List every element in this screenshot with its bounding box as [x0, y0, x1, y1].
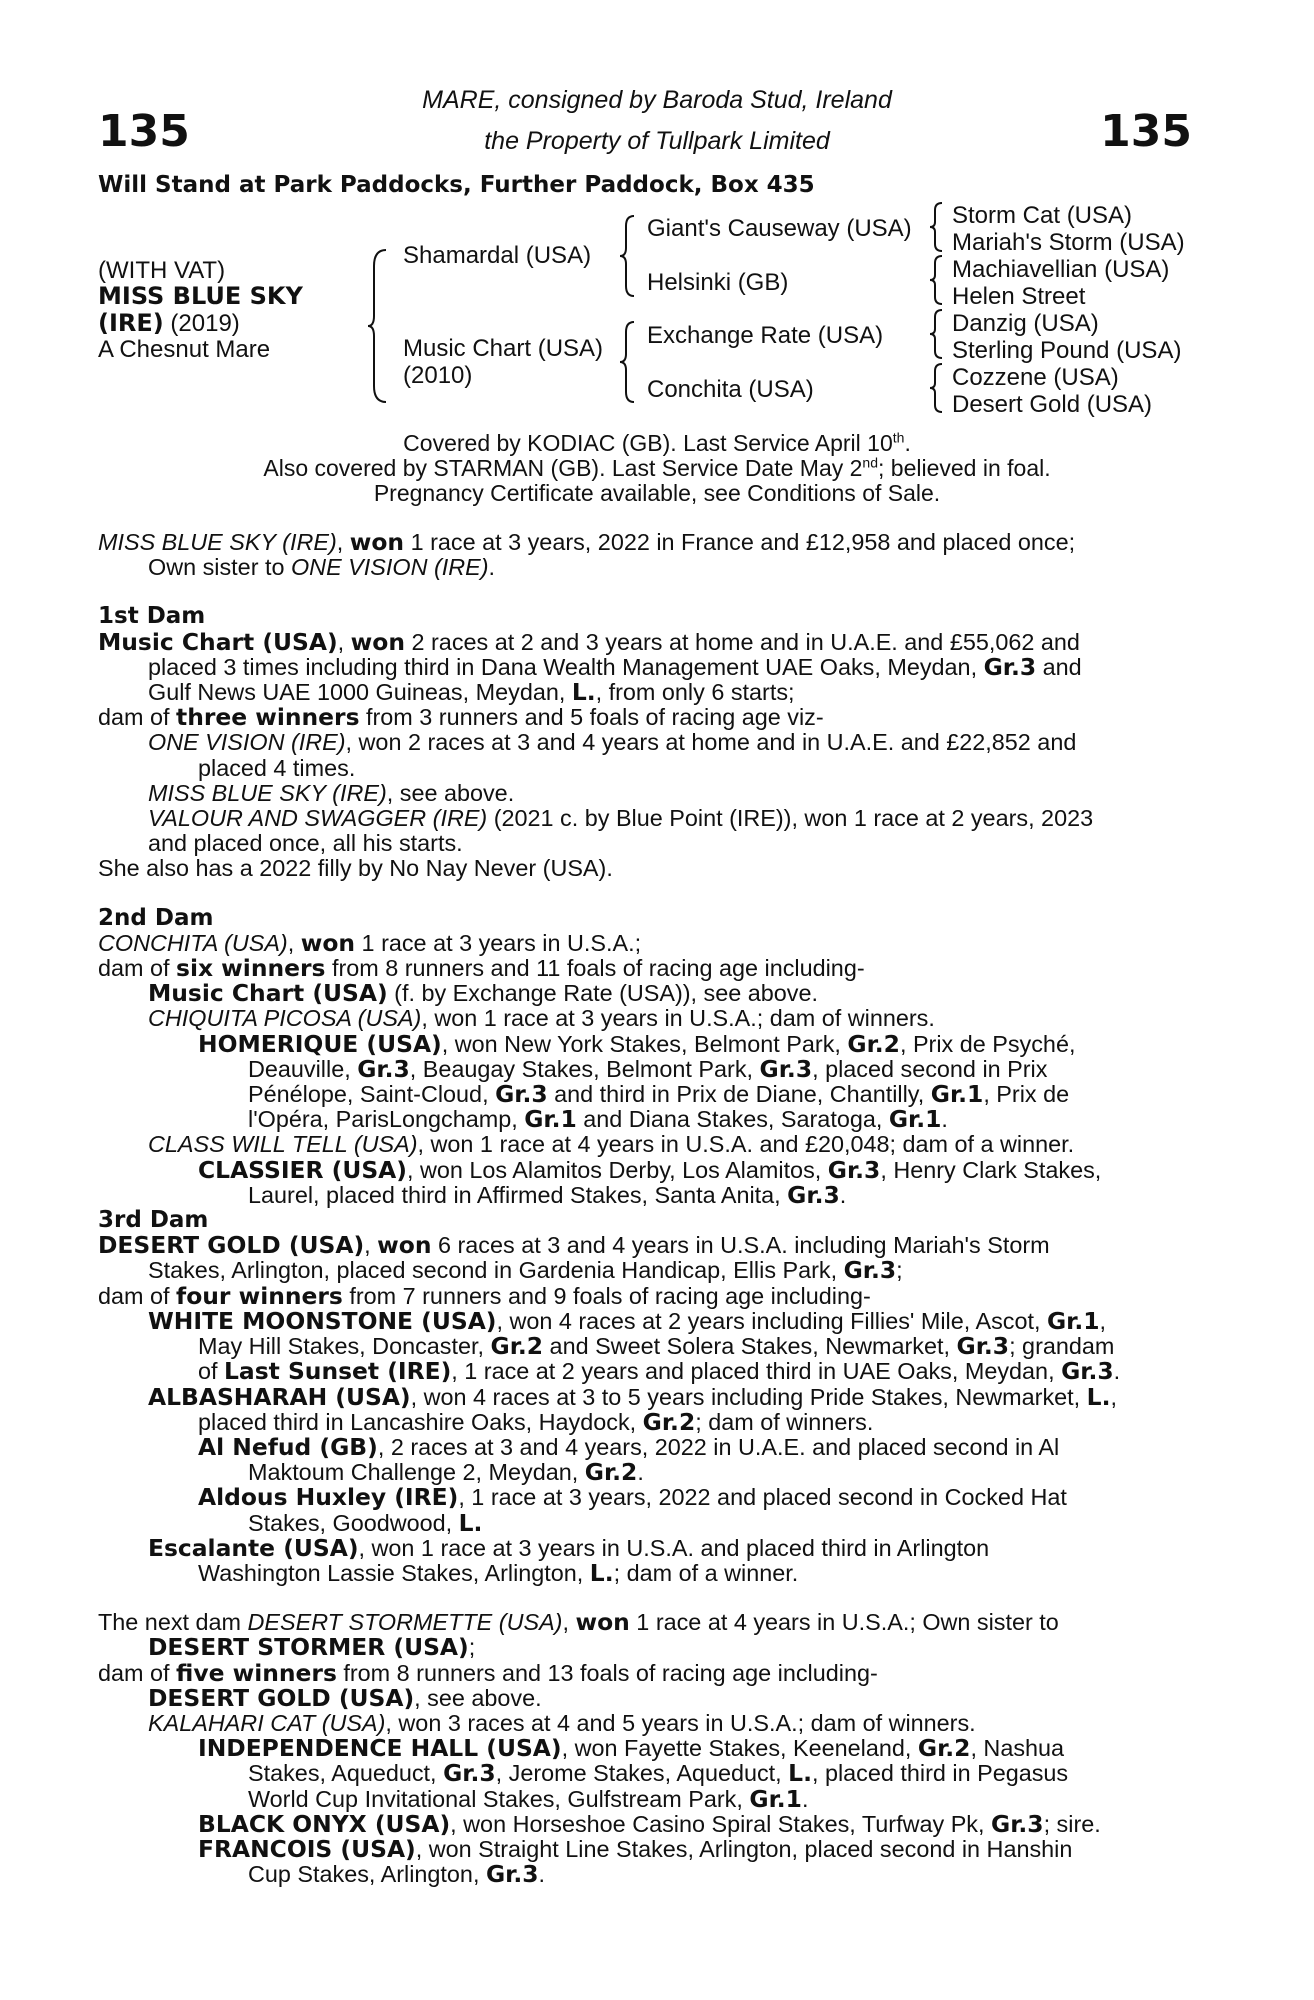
next-dam-p2a3: World Cup Invitational Stakes, Gulfstream Park, Gr.1.	[248, 1784, 809, 1813]
dam-sire: Exchange Rate (USA)	[647, 322, 884, 349]
dam1-p3: VALOUR AND SWAGGER (IRE) (2021 c. by Blue Point (IRE)), won 1 race at 2 years, 2023	[148, 805, 1094, 832]
gg-2: Mariah's Storm (USA)	[952, 229, 1185, 256]
also-covered-line: Also covered by STARMAN (GB). Last Service Date May 2nd; believed in foal.	[263, 454, 1051, 481]
dam2-p2a4: l'Opéra, ParisLongchamp, Gr.1 and Diana Stakes, Saratoga, Gr.1.	[248, 1105, 948, 1134]
heading-2nd-dam: 2nd Dam	[98, 904, 214, 931]
dam3-entry2: Stakes, Arlington, placed second in Gardenia Handicap, Ellis Park, Gr.3;	[148, 1256, 903, 1285]
gg-3: Machiavellian (USA)	[952, 256, 1170, 283]
dam-year: (2010)	[403, 362, 473, 389]
lot-number: 135	[98, 106, 190, 157]
property-line: the Property of Tullpark Limited	[484, 127, 830, 155]
brace-4b	[928, 254, 946, 306]
next-dam-p2c: FRANCOIS (USA), won Straight Line Stakes, Arlington, placed second in Hanshin	[198, 1834, 1073, 1863]
dam1-p3b: and placed once, all his starts.	[148, 830, 463, 857]
dam1-p2: MISS BLUE SKY (IRE), see above.	[148, 779, 515, 806]
next-dam: The next dam DESERT STORMETTE (USA), won 1 race at 4 years in U.S.A.; Own sister to	[98, 1608, 1059, 1637]
dam1-note: She also has a 2022 filly by No Nay Never (USA).	[98, 855, 613, 882]
dam3-p1: WHITE MOONSTONE (USA), won 4 races at 2 years including Fillies' Mile, Ascot, Gr.1,	[148, 1306, 1107, 1335]
dam1-produce: dam of three winners from 3 runners and 5 foals of racing age viz-	[98, 703, 824, 732]
heading-1st-dam: 1st Dam	[98, 603, 206, 630]
next-dam-p2: KALAHARI CAT (USA), won 3 races at 4 and 5 years in U.S.A.; dam of winners.	[148, 1709, 976, 1736]
gg-7: Cozzene (USA)	[952, 364, 1119, 391]
dam3-p2c2: Maktoum Challenge 2, Meydan, Gr.2.	[248, 1458, 644, 1487]
dam1-p1: ONE VISION (IRE), won 2 races at 3 and 4 years at home and in U.A.E. and £22,852 and	[148, 729, 1077, 756]
dam3-produce: dam of four winners from 7 runners and 9 foals of racing age including-	[98, 1281, 871, 1310]
dam3-p2d2: Stakes, Goodwood, L.	[248, 1508, 483, 1537]
dam2-p2a3: Pénélope, Saint-Cloud, Gr.3 and third in Prix de Diane, Chantilly, Gr.1, Prix de	[248, 1080, 1070, 1109]
next-dam-p2c2: Cup Stakes, Arlington, Gr.3.	[248, 1860, 546, 1889]
sire-dam: Helsinki (GB)	[647, 269, 789, 296]
horse-name: MISS BLUE SKY	[98, 282, 303, 310]
dam1-entry-3: Gulf News UAE 1000 Guineas, Meydan, L., from only 6 starts;	[148, 678, 795, 707]
horse-description: A Chesnut Mare	[98, 336, 271, 363]
gg-5: Danzig (USA)	[952, 310, 1099, 337]
dam-name: Music Chart (USA)	[403, 335, 604, 362]
dam2-p2a: HOMERIQUE (USA), won New York Stakes, Belmont Park, Gr.2, Prix de Psyché,	[198, 1029, 1076, 1058]
dam2-p2: CHIQUITA PICOSA (USA), won 1 race at 3 years in U.S.A.; dam of winners.	[148, 1005, 935, 1032]
next-dam-p2a2: Stakes, Aqueduct, Gr.3, Jerome Stakes, Aqueduct, L., placed third in Pegasus	[248, 1759, 1069, 1788]
dam3-entry: DESERT GOLD (USA), won 6 races at 3 and 4 years in U.S.A. including Mariah's Storm	[98, 1231, 1050, 1260]
dam2-produce: dam of six winners from 8 runners and 11 foals of racing age including-	[98, 954, 865, 983]
dam2-entry: CONCHITA (USA), won 1 race at 3 years in U.S.A.;	[98, 928, 642, 957]
dam-dam: Conchita (USA)	[647, 376, 814, 403]
covered-line: Covered by KODIAC (GB). Last Service April 10th.	[403, 429, 911, 456]
dam2-p3a2: Laurel, placed third in Affirmed Stakes, Santa Anita, Gr.3.	[248, 1180, 847, 1209]
brace-4c	[928, 308, 946, 360]
dam1-p1b: placed 4 times.	[198, 754, 356, 781]
heading-3rd-dam: 3rd Dam	[98, 1207, 209, 1234]
gg-1: Storm Cat (USA)	[952, 202, 1133, 229]
catalogue-body	[98, 530, 1192, 1887]
gg-6: Sterling Pound (USA)	[952, 337, 1182, 364]
next-dam-p2a: INDEPENDENCE HALL (USA), won Fayette Stakes, Keeneland, Gr.2, Nashua	[198, 1734, 1065, 1763]
dam2-p2a2: Deauville, Gr.3, Beaugay Stakes, Belmont Park, Gr.3, placed second in Prix	[248, 1054, 1048, 1083]
brace-4a	[928, 201, 946, 253]
sire-sire: Giant's Causeway (USA)	[647, 215, 912, 242]
next-dam-2: DESERT STORMER (USA);	[148, 1633, 476, 1662]
pregnancy-line: Pregnancy Certificate available, see Conditions of Sale.	[373, 480, 941, 506]
next-dam-p1: DESERT GOLD (USA), see above.	[148, 1683, 542, 1712]
horse-origin-year: (IRE) (2019)	[98, 309, 240, 337]
dam3-p1b: May Hill Stakes, Doncaster, Gr.2 and Sweet Solera Stakes, Newmarket, Gr.3; grandam	[198, 1332, 1115, 1361]
consignor-line: MARE, consigned by Baroda Stud, Ireland	[422, 86, 892, 114]
brace-main	[366, 246, 390, 406]
dam1-entry-2: placed 3 times including third in Dana Wealth Management UAE Oaks, Meydan, Gr.3 and	[148, 652, 1082, 681]
dam3-p3: Escalante (USA), won 1 race at 3 years in U.S.A. and placed third in Arlington	[148, 1533, 990, 1562]
gg-8: Desert Gold (USA)	[952, 391, 1153, 418]
next-dam-p2b: BLACK ONYX (USA), won Horseshoe Casino Spiral Stakes, Turfway Pk, Gr.3; sire.	[198, 1809, 1101, 1838]
brace-4d	[928, 362, 946, 414]
dam2-p3a: CLASSIER (USA), won Los Alamitos Derby, Los Alamitos, Gr.3, Henry Clark Stakes,	[198, 1155, 1102, 1184]
stand-location: Will Stand at Park Paddocks, Further Paddock, Box 435	[98, 172, 815, 198]
dam3-p2c: Al Nefud (GB), 2 races at 3 and 4 years, 2022 in U.A.E. and placed second in Al	[198, 1432, 1060, 1461]
dam3-p2b: placed third in Lancashire Oaks, Haydock, Gr.2; dam of winners.	[198, 1407, 874, 1436]
dam1-entry: Music Chart (USA), won 2 races at 2 and 3 years at home and in U.A.E. and £55,062 and	[98, 627, 1080, 656]
horse-summary-2: Own sister to ONE VISION (IRE).	[148, 554, 496, 581]
dam3-p1c: of Last Sunset (IRE), 1 race at 2 years and placed third in UAE Oaks, Meydan, Gr.3.	[198, 1357, 1121, 1386]
next-dam-produce: dam of five winners from 8 runners and 13 foals of racing age including-	[98, 1658, 878, 1687]
sire-name: Shamardal (USA)	[403, 242, 592, 269]
horse-summary: MISS BLUE SKY (IRE), won 1 race at 3 years, 2022 in France and £12,958 and placed once;	[98, 528, 1076, 556]
brace-dam	[618, 320, 638, 404]
gg-4: Helen Street	[952, 283, 1086, 310]
dam3-p3b: Washington Lassie Stakes, Arlington, L.; dam of a winner.	[198, 1558, 799, 1587]
dam3-p2: ALBASHARAH (USA), won 4 races at 3 to 5 years including Pride Stakes, Newmarket, L.,	[148, 1382, 1117, 1411]
dam2-p3: CLASS WILL TELL (USA), won 1 race at 4 years in U.S.A. and £20,048; dam of a winner.	[148, 1131, 1075, 1158]
brace-sire	[618, 214, 638, 298]
dam3-p2d: Aldous Huxley (IRE), 1 race at 3 years, 2022 and placed second in Cocked Hat	[198, 1483, 1067, 1512]
lot-number-right: 135	[1100, 106, 1192, 157]
vat-label: (WITH VAT)	[98, 257, 226, 284]
dam2-p1: Music Chart (USA) (f. by Exchange Rate (USA)), see above.	[148, 979, 819, 1008]
